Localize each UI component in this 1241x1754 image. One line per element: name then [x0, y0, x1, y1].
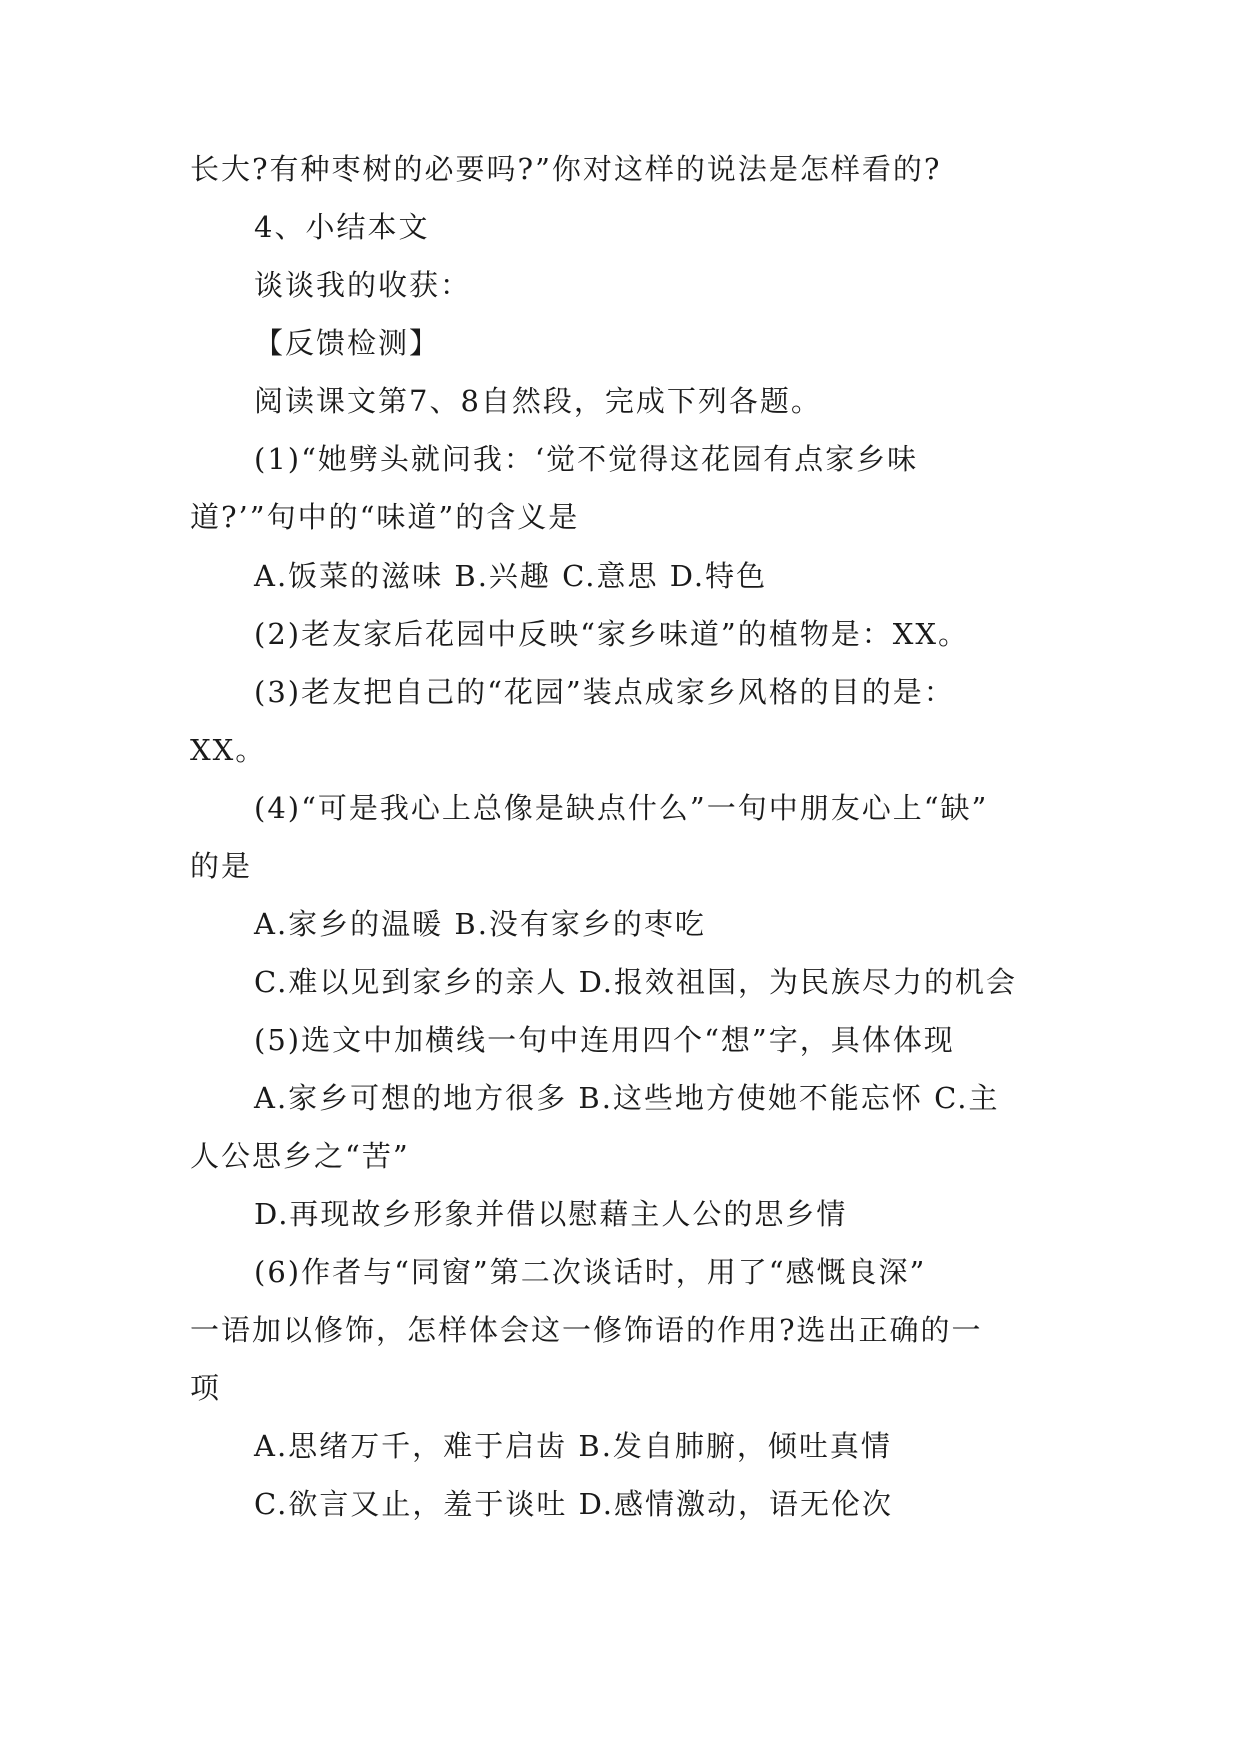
question-6-cont: 一语加以修饰，怎样体会这一修饰语的作用?选出正确的一: [190, 1313, 983, 1347]
question-1: (1)“她劈头就问我：‘觉不觉得这花园有点家乡味: [254, 442, 919, 476]
question-5-options: A.家乡可想的地方很多 B.这些地方使她不能忘怀 C.主: [254, 1081, 1000, 1115]
instruction-line: 阅读课文第7、8自然段，完成下列各题。: [254, 384, 822, 418]
question-4-options-a-b: A.家乡的温暖 B.没有家乡的枣吃: [254, 907, 706, 941]
section-heading: 4、小结本文: [254, 210, 430, 244]
question-3-cont: XX。: [190, 733, 267, 767]
question-4: (4)“可是我心上总像是缺点什么”一句中朋友心上“缺”: [254, 791, 989, 825]
question-4-options-c-d: C.难以见到家乡的亲人 D.报效祖国，为民族尽力的机会: [254, 965, 1018, 999]
question-1-cont: 道?’”句中的“味道”的含义是: [190, 500, 580, 534]
text-line: 谈谈我的收获：: [254, 268, 472, 302]
question-3: (3)老友把自己的“花园”装点成家乡风格的目的是：: [254, 675, 955, 709]
text-line: 长大?有种枣树的必要吗?”你对这样的说法是怎样看的?: [190, 152, 942, 186]
question-4-cont: 的是: [190, 849, 253, 883]
question-5-option-d: D.再现故乡形象并借以慰藉主人公的思乡情: [254, 1197, 848, 1231]
question-2: (2)老友家后花园中反映“家乡味道”的植物是：XX。: [254, 617, 970, 651]
question-6: (6)作者与“同窗”第二次谈话时，用了“感慨良深”: [254, 1255, 927, 1289]
question-5-options-cont: 人公思乡之“苦”: [190, 1139, 410, 1173]
question-5: (5)选文中加横线一句中连用四个“想”字，具体体现: [254, 1023, 955, 1057]
section-heading: 【反馈检测】: [254, 326, 441, 360]
question-1-options: A.饭菜的滋味 B.兴趣 C.意思 D.特色: [254, 559, 768, 593]
question-6-options-a-b: A.思绪万千，难于启齿 B.发自肺腑，倾吐真情: [254, 1429, 892, 1463]
question-6-options-c-d: C.欲言又止，羞于谈吐 D.感情激动，语无伦次: [254, 1487, 894, 1521]
question-6-cont: 项: [190, 1371, 222, 1405]
